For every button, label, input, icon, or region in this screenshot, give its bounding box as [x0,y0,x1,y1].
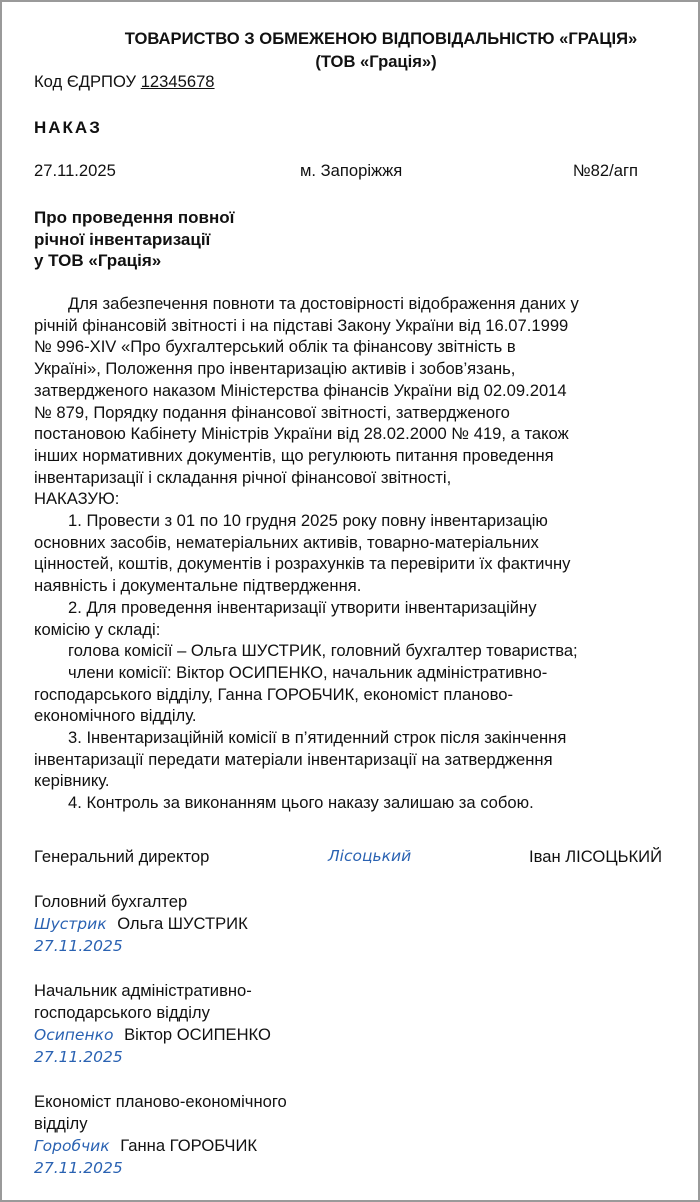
body-line: 4. Контроль за виконанням цього наказу залишаю за собою. [68,793,534,813]
ack-signature-line [34,1135,287,1157]
body-line: річній фінансовій звітності і на підставі Закону України від 16.07.1999 [34,315,569,335]
body-line: господарського відділу, Ганна ГОРОБЧИК, економіст планово- [34,684,514,704]
order-date: 27.11.2025 [34,161,116,180]
ack-date: 27.11.2025 [34,1048,123,1066]
order-city: м. Запоріжжя [300,161,403,180]
director-signature-row [34,846,662,870]
edrpou-line [34,71,215,92]
ack-handwritten-signature: Осипенко [34,1026,114,1044]
ack-handwritten-signature: Шустрик [34,915,107,933]
company-full-name: ТОВАРИСТВО З ОБМЕЖЕНОЮ ВІДПОВІДАЛЬНІСТЮ «ГРАЦІЯ» [124,29,638,48]
order-subject [34,207,234,272]
body-line: 2. Для проведення інвентаризації утворити інвентаризаційну [68,597,537,617]
body-line: наявність і документальне підтвердження. [34,576,362,596]
director-name: Іван ЛІСОЦЬКИЙ [529,847,662,866]
subject-line: у ТОВ «Грація» [34,251,162,270]
body-line: голова комісії – Ольга ШУСТРИК, головний бухгалтер товариства; [68,641,578,661]
acknowledgement-economist [34,1091,287,1179]
company-short-name: (ТОВ «Грація») [315,52,437,71]
edrpou-number: 12345678 [140,72,215,91]
ack-name: Ганна ГОРОБЧИК [120,1136,258,1155]
ack-date: 27.11.2025 [34,1159,123,1177]
company-title [22,27,678,73]
ack-name: Віктор ОСИПЕНКО [124,1025,271,1044]
body-line: Для забезпечення повноти та достовірності відображення даних у [68,294,579,313]
ack-position: Головний бухгалтер [34,892,188,911]
body-line: економічного відділу. [34,706,197,726]
body-line: інших нормативних документів, що регулюють питання проведення [34,445,554,465]
body-line: інвентаризації передати матеріали інвентаризації на затвердження [34,749,553,769]
ack-handwritten-signature: Горобчик [34,1137,110,1155]
ack-position: господарського відділу [34,1003,210,1022]
body-line: комісію у складі: [34,619,161,639]
director-handwritten-signature: Лісоцький [328,847,412,865]
body-line: Україні», Положення про інвентаризацію активів і зобов’язань, [34,359,516,379]
order-number: №82/агп [572,161,638,180]
ack-position: Економіст планово-економічного [34,1092,287,1111]
order-heading: НАКАЗ [34,118,102,137]
ack-position: Начальник адміністративно- [34,981,252,1000]
order-body [34,293,666,814]
acknowledgement-admin-head [34,980,271,1068]
body-line: 3. Інвентаризаційній комісії в п’ятиденний строк після закінчення [68,728,567,748]
body-line: постановою Кабінету Міністрів України від 28.02.2000 № 419, а також [34,424,569,444]
ack-name: Ольга ШУСТРИК [117,914,248,933]
acknowledgement-chief-accountant [34,891,248,957]
body-line: інвентаризації і складання річної фінансової звітності, [34,467,452,487]
ack-signature-line [34,913,248,935]
ack-date: 27.11.2025 [34,937,123,955]
body-line: члени комісії: Віктор ОСИПЕНКО, начальник адміністративно- [68,662,548,682]
body-line: № 996-XIV «Про бухгалтерський облік та фінансову звітність в [34,337,516,357]
body-line: затвердженого наказом Міністерства фінансів України від 02.09.2014 [34,380,567,400]
subject-line: річної інвентаризації [34,229,211,249]
edrpou-label: Код ЄДРПОУ [34,72,137,91]
body-line: основних засобів, нематеріальних активів, товарно-матеріальних [34,532,539,552]
director-position: Генеральний директор [34,847,210,866]
ack-signature-line [34,1024,271,1046]
subject-line: Про проведення повної [34,208,235,227]
ack-position: відділу [34,1114,88,1133]
body-line: цінностей, коштів, документів і розрахунків та перевірити їх фактичну [34,554,571,574]
body-line: № 879, Порядку подання фінансової звітності, затвердженого [34,402,510,422]
order-meta [34,160,638,182]
body-line: НАКАЗУЮ: [34,489,120,509]
body-line: 1. Провести з 01 по 10 грудня 2025 року повну інвентаризацію [68,511,548,531]
body-line: керівнику. [34,771,110,791]
